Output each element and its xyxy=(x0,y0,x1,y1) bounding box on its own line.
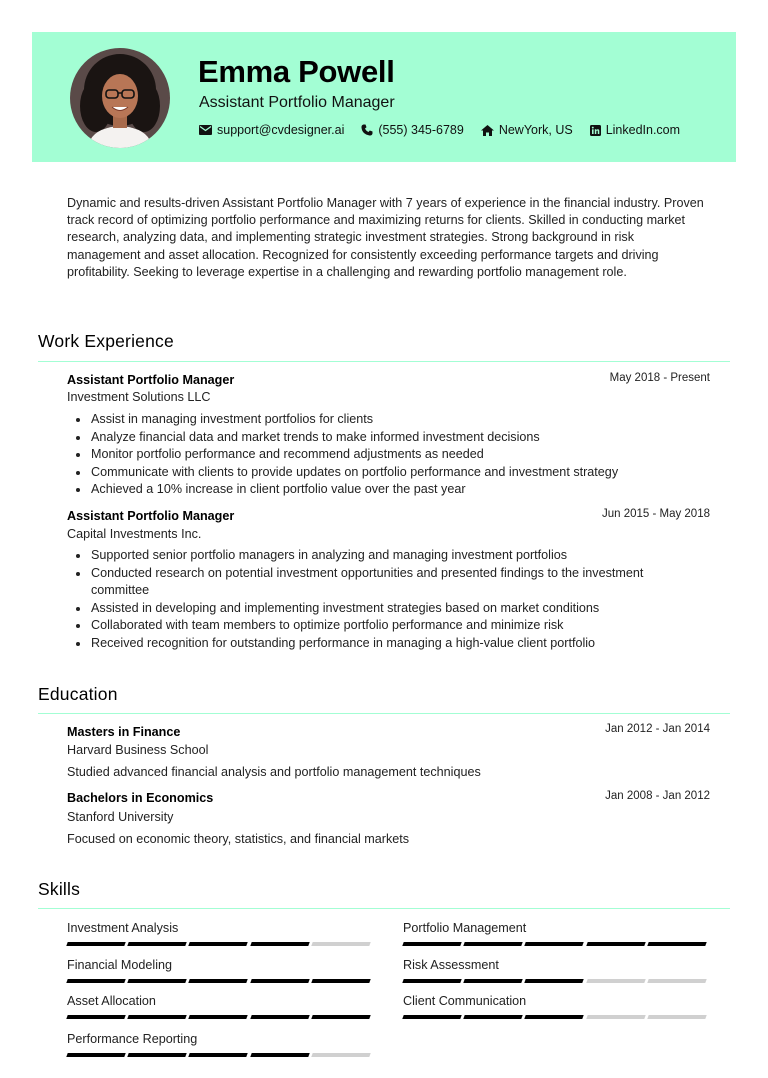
job-company: Capital Investments Inc. xyxy=(67,527,202,541)
skill-level-bar xyxy=(403,1015,709,1019)
profile-summary: Dynamic and results-driven Assistant Portfolio Manager with 7 years of experience in the financial industry. Proven track record of optimizing portfolio performance and maximizing returns for clients. Skilled in conducting market research, analyzing data, and implementing strategic investment strategies. Strong background in risk management and asset allocation. Recognized for consistently exceeding performance targets and driving profitability. Seeking to leverage expertise in a challenging and rewarding portfolio management role. xyxy=(67,196,704,279)
skill-segment-filled xyxy=(127,979,187,983)
skill-segment-filled xyxy=(189,942,249,946)
skill-level-bar xyxy=(403,942,709,946)
list-item: Supported senior portfolio managers in analyzing and managing investment portfolios xyxy=(67,547,687,565)
skill-segment-filled xyxy=(525,979,585,983)
list-item: Assist in managing investment portfolios for clients xyxy=(67,411,687,429)
skill-name: Portfolio Management xyxy=(403,921,527,935)
linkedin-text: LinkedIn.com xyxy=(605,123,681,137)
skill-segment-filled xyxy=(66,942,126,946)
skill-segment-filled xyxy=(647,942,707,946)
linkedin-icon xyxy=(590,125,601,136)
skill-segment-filled xyxy=(189,1053,249,1057)
skill-segment-empty xyxy=(586,979,646,983)
contact-phone[interactable] xyxy=(361,122,463,138)
skill-name: Performance Reporting xyxy=(67,1032,198,1046)
skill-segment-filled xyxy=(127,1053,187,1057)
section-divider xyxy=(38,908,730,909)
envelope-icon xyxy=(199,125,212,135)
job-bullets xyxy=(67,411,687,499)
skill-item xyxy=(67,957,373,983)
school-name: Stanford University xyxy=(67,810,174,824)
skill-segment-filled xyxy=(586,942,646,946)
skill-segment-filled xyxy=(66,1053,126,1057)
skill-level-bar xyxy=(67,942,373,946)
list-item: Analyze financial data and market trends to make informed investment decisions xyxy=(67,429,687,447)
skill-segment-empty xyxy=(311,942,371,946)
skill-name: Risk Assessment xyxy=(403,958,499,972)
list-item: Achieved a 10% increase in client portfolio value over the past year xyxy=(67,481,687,499)
job-title: Assistant Portfolio Manager xyxy=(67,509,235,523)
section-title-work: Work Experience xyxy=(38,331,174,351)
skill-segment-filled xyxy=(463,979,523,983)
section-title-education: Education xyxy=(38,684,118,704)
degree-title: Bachelors in Economics xyxy=(67,791,214,805)
skill-segment-filled xyxy=(189,979,249,983)
skill-segment-filled xyxy=(402,979,462,983)
contact-location xyxy=(481,122,573,138)
list-item: Collaborated with team members to optimize portfolio performance and minimize risk xyxy=(67,617,687,635)
skill-segment-filled xyxy=(250,942,310,946)
degree-description: Focused on economic theory, statistics, and financial markets xyxy=(67,832,410,846)
resume-header xyxy=(32,32,736,162)
skill-level-bar xyxy=(403,979,709,983)
skill-segment-filled xyxy=(250,979,310,983)
degree-dates: Jan 2008 - Jan 2012 xyxy=(605,790,710,802)
skill-segment-filled xyxy=(463,1015,523,1019)
skill-item xyxy=(403,957,709,983)
contact-email[interactable] xyxy=(199,122,344,138)
skill-segment-filled xyxy=(402,942,462,946)
contact-linkedin[interactable] xyxy=(590,122,680,138)
skill-segment-empty xyxy=(311,1053,371,1057)
school-name: Harvard Business School xyxy=(67,743,209,757)
skill-name: Investment Analysis xyxy=(67,921,179,935)
skill-item xyxy=(67,920,373,946)
skill-segment-filled xyxy=(402,1015,462,1019)
phone-icon xyxy=(361,124,373,136)
skill-segment-empty xyxy=(586,1015,646,1019)
skill-segment-filled xyxy=(250,1015,310,1019)
phone-text: (555) 345-6789 xyxy=(378,123,464,137)
skill-item xyxy=(67,1031,373,1057)
skill-segment-filled xyxy=(311,979,371,983)
contact-row xyxy=(199,122,697,138)
skill-item xyxy=(403,993,709,1019)
job-dates: May 2018 - Present xyxy=(609,372,710,384)
skill-segment-filled xyxy=(525,942,585,946)
skill-item xyxy=(67,993,373,1019)
skill-level-bar xyxy=(67,979,373,983)
skill-level-bar xyxy=(67,1015,373,1019)
degree-description: Studied advanced financial analysis and portfolio management techniques xyxy=(67,765,481,779)
section-title-skills: Skills xyxy=(38,879,81,899)
skill-segment-filled xyxy=(525,1015,585,1019)
job-company: Investment Solutions LLC xyxy=(67,390,211,404)
profile-photo xyxy=(70,48,170,148)
list-item: Assisted in developing and implementing investment strategies based on market conditions xyxy=(67,600,687,618)
skill-name: Financial Modeling xyxy=(67,958,173,972)
skill-segment-empty xyxy=(647,1015,707,1019)
skill-segment-filled xyxy=(66,979,126,983)
skill-segment-filled xyxy=(463,942,523,946)
candidate-title: Assistant Portfolio Manager xyxy=(199,94,395,111)
skill-name: Asset Allocation xyxy=(67,994,156,1008)
email-text: support@cvdesigner.ai xyxy=(217,123,345,137)
job-dates: Jun 2015 - May 2018 xyxy=(601,508,710,520)
section-divider xyxy=(38,713,730,714)
skill-segment-filled xyxy=(311,1015,371,1019)
section-divider xyxy=(38,361,730,362)
skill-segment-filled xyxy=(250,1053,310,1057)
skill-segment-empty xyxy=(647,979,707,983)
skill-item xyxy=(403,920,709,946)
home-icon xyxy=(481,125,494,136)
skill-level-bar xyxy=(67,1053,373,1057)
list-item: Monitor portfolio performance and recommend adjustments as needed xyxy=(67,446,687,464)
skill-name: Client Communication xyxy=(403,994,527,1008)
degree-dates: Jan 2012 - Jan 2014 xyxy=(605,723,710,735)
candidate-name: Emma Powell xyxy=(198,54,395,89)
skill-segment-filled xyxy=(127,942,187,946)
list-item: Received recognition for outstanding performance in managing a high-value client portfolio xyxy=(67,635,687,653)
skill-segment-filled xyxy=(127,1015,187,1019)
skill-segment-filled xyxy=(189,1015,249,1019)
skill-segment-filled xyxy=(66,1015,126,1019)
job-bullets xyxy=(67,547,687,652)
location-text: NewYork, US xyxy=(498,123,573,137)
list-item: Conducted research on potential investment opportunities and presented findings to the investment committee xyxy=(67,565,687,600)
degree-title: Masters in Finance xyxy=(67,725,181,739)
list-item: Communicate with clients to provide updates on portfolio performance and investment strategy xyxy=(67,464,687,482)
job-title: Assistant Portfolio Manager xyxy=(67,373,235,387)
